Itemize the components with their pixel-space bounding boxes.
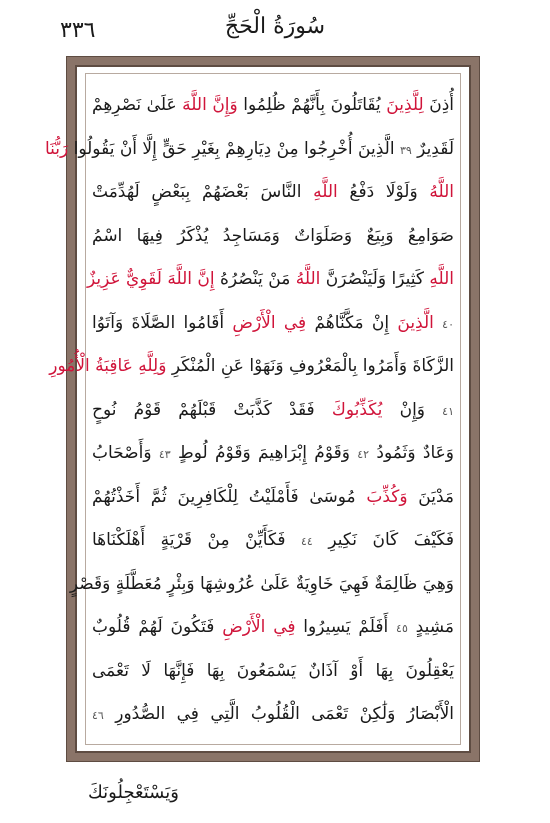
verse-text: الْأَبْصَارُ وَلَٰكِنْ تَعْمَى الْقُلُوبُ الَّتِي فِي الصُّدُورِ xyxy=(103,704,454,724)
highlighted-word: رَبُّنَا xyxy=(44,138,69,159)
highlighted-word: وَكُذِّبَ xyxy=(366,486,408,507)
verse-number-marker: ٤٦ xyxy=(92,709,104,722)
highlighted-word: فِي الْأَرْضِ xyxy=(222,617,296,637)
verse-text: وَإِنْ xyxy=(382,399,443,420)
quran-text-panel xyxy=(44,73,461,745)
verse-text xyxy=(434,313,442,333)
verse-number-marker: ٤٥ xyxy=(396,622,408,635)
verse-line xyxy=(92,436,454,470)
verse-text: كَثِيرًا وَلَيَنْصُرَنَّ xyxy=(320,269,430,289)
verse-text: مَشِيدٍ xyxy=(407,617,454,637)
verse-text: وَهِيَ ظَالِمَةٌ فَهِيَ خَاوِيَةٌ عَلَىٰ عُرُوشِهَا وَبِئْرٍ مُعَطَّلَةٍ وَقَصْرٍ xyxy=(69,573,454,594)
verse-text: وَعَادٌ وَثَمُودُ xyxy=(369,443,454,463)
verse-line xyxy=(92,610,454,644)
verse-number-marker: ٤٣ xyxy=(158,448,171,461)
verse-text: صَوَامِعُ وَبِيَعٌ وَصَلَوَاتٌ وَمَسَاجِدُ يُذْكَرُ فِيهَا اسْمُ xyxy=(92,225,454,246)
verse-text: النَّاسَ بَعْضَهُمْ بِبَعْضٍ لَهُدِّمَتْ xyxy=(92,182,314,202)
verse-number-marker: ٣٩ xyxy=(399,143,412,157)
surah-title: سُورَةُ الْحَجِّ xyxy=(224,14,326,39)
highlighted-word: اللَّهُ xyxy=(429,182,454,202)
page-frame xyxy=(44,56,480,762)
verse-line xyxy=(92,88,454,122)
verse-line xyxy=(92,219,454,253)
verse-text: أَفَلَمْ يَسِيرُوا xyxy=(295,617,397,637)
verse-text: عَلَىٰ نَصْرِهِمْ xyxy=(92,95,183,115)
page-number: ٣٣٦ xyxy=(60,18,96,43)
verse-line xyxy=(92,175,454,209)
verse-text: مُوسَىٰ فَأَمْلَيْتُ لِلْكَافِرِينَ ثُمَّ أَخَذْتُهُمْ xyxy=(92,486,367,507)
verse-text: فَقَدْ كَذَّبَتْ قَبْلَهُمْ قَوْمُ نُوحٍ xyxy=(92,399,332,420)
highlighted-word: لِلَّذِينَ xyxy=(386,95,424,115)
verse-text: وَلَوْلَا دَفْعُ xyxy=(337,182,430,202)
highlighted-word: فِي الْأَرْضِ xyxy=(232,312,307,333)
verse-text: يَعْقِلُونَ بِهَا أَوْ آذَانٌ يَسْمَعُونَ بِهَا فَإِنَّهَا لَا تَعْمَى xyxy=(92,660,454,681)
highlighted-word: اللَّهُ xyxy=(295,269,321,289)
verse-text: وَقَوْمُ إِبْرَاهِيمَ وَقَوْمُ لُوطٍ xyxy=(170,443,358,463)
verse-number-marker: ٤٤ xyxy=(301,535,313,548)
verse-text: أُذِنَ xyxy=(423,95,454,115)
verse-text: يُقَاتَلُونَ بِأَنَّهُمْ ظُلِمُوا xyxy=(237,95,387,115)
catchword: وَيَسْتَعْجِلُونَكَ xyxy=(88,782,179,803)
verse-text: أَقَامُوا الصَّلَاةَ وَآتَوُا xyxy=(92,312,233,333)
highlighted-word: اللَّهِ xyxy=(313,182,338,202)
verse-line xyxy=(92,306,454,340)
page-header xyxy=(0,6,550,50)
verse-text: وَأَصْحَابُ xyxy=(92,443,159,463)
highlighted-word: وَلِلَّهِ عَاقِبَةُ الْأُمُورِ xyxy=(49,356,167,376)
highlighted-word: اللَّهِ xyxy=(429,269,454,289)
highlighted-word: إِنَّ اللَّهَ لَقَوِيٌّ عَزِيزٌ xyxy=(87,269,215,289)
verse-text: مَنْ يَنْصُرُهُ xyxy=(214,269,296,289)
page-frame-inner xyxy=(44,65,471,753)
verse-number-marker: ٤١ xyxy=(442,404,454,418)
verse-text: إِنْ مَكَّنَّاهُمْ xyxy=(306,312,398,333)
highlighted-word: يُكَذِّبُوكَ xyxy=(331,399,383,420)
verse-line xyxy=(69,567,454,601)
verse-line xyxy=(49,349,454,383)
verse-line xyxy=(92,697,454,731)
highlighted-word: وَإِنَّ اللَّهَ xyxy=(182,95,238,115)
verse-text: فَتَكُونَ لَهُمْ قُلُوبٌ xyxy=(92,617,223,637)
verse-text: مَدْيَنَ xyxy=(407,486,454,507)
verse-line xyxy=(44,132,454,166)
verse-line xyxy=(92,393,454,427)
verse-line xyxy=(87,262,454,296)
verse-text: فَكَأَيِّنْ مِنْ قَرْيَةٍ أَهْلَكْنَاهَا xyxy=(92,530,301,550)
verse-text: فَكَيْفَ كَانَ نَكِيرِ xyxy=(312,530,455,550)
verse-line xyxy=(92,480,454,514)
verse-text: الزَّكَاةَ وَأَمَرُوا بِالْمَعْرُوفِ وَنَهَوْا عَنِ الْمُنْكَرِ xyxy=(166,356,454,376)
verse-text: لَقَدِيرٌ xyxy=(411,138,454,159)
verse-number-marker: ٤٢ xyxy=(357,448,370,461)
verse-text: الَّذِينَ أُخْرِجُوا مِنْ دِيَارِهِمْ بِغَيْرِ حَقٍّ إِلَّا أَنْ يَقُولُوا xyxy=(68,138,400,159)
highlighted-word: الَّذِينَ xyxy=(397,312,434,333)
verse-line xyxy=(92,523,454,557)
verse-number-marker: ٤٠ xyxy=(442,317,454,331)
verse-line xyxy=(92,654,454,688)
